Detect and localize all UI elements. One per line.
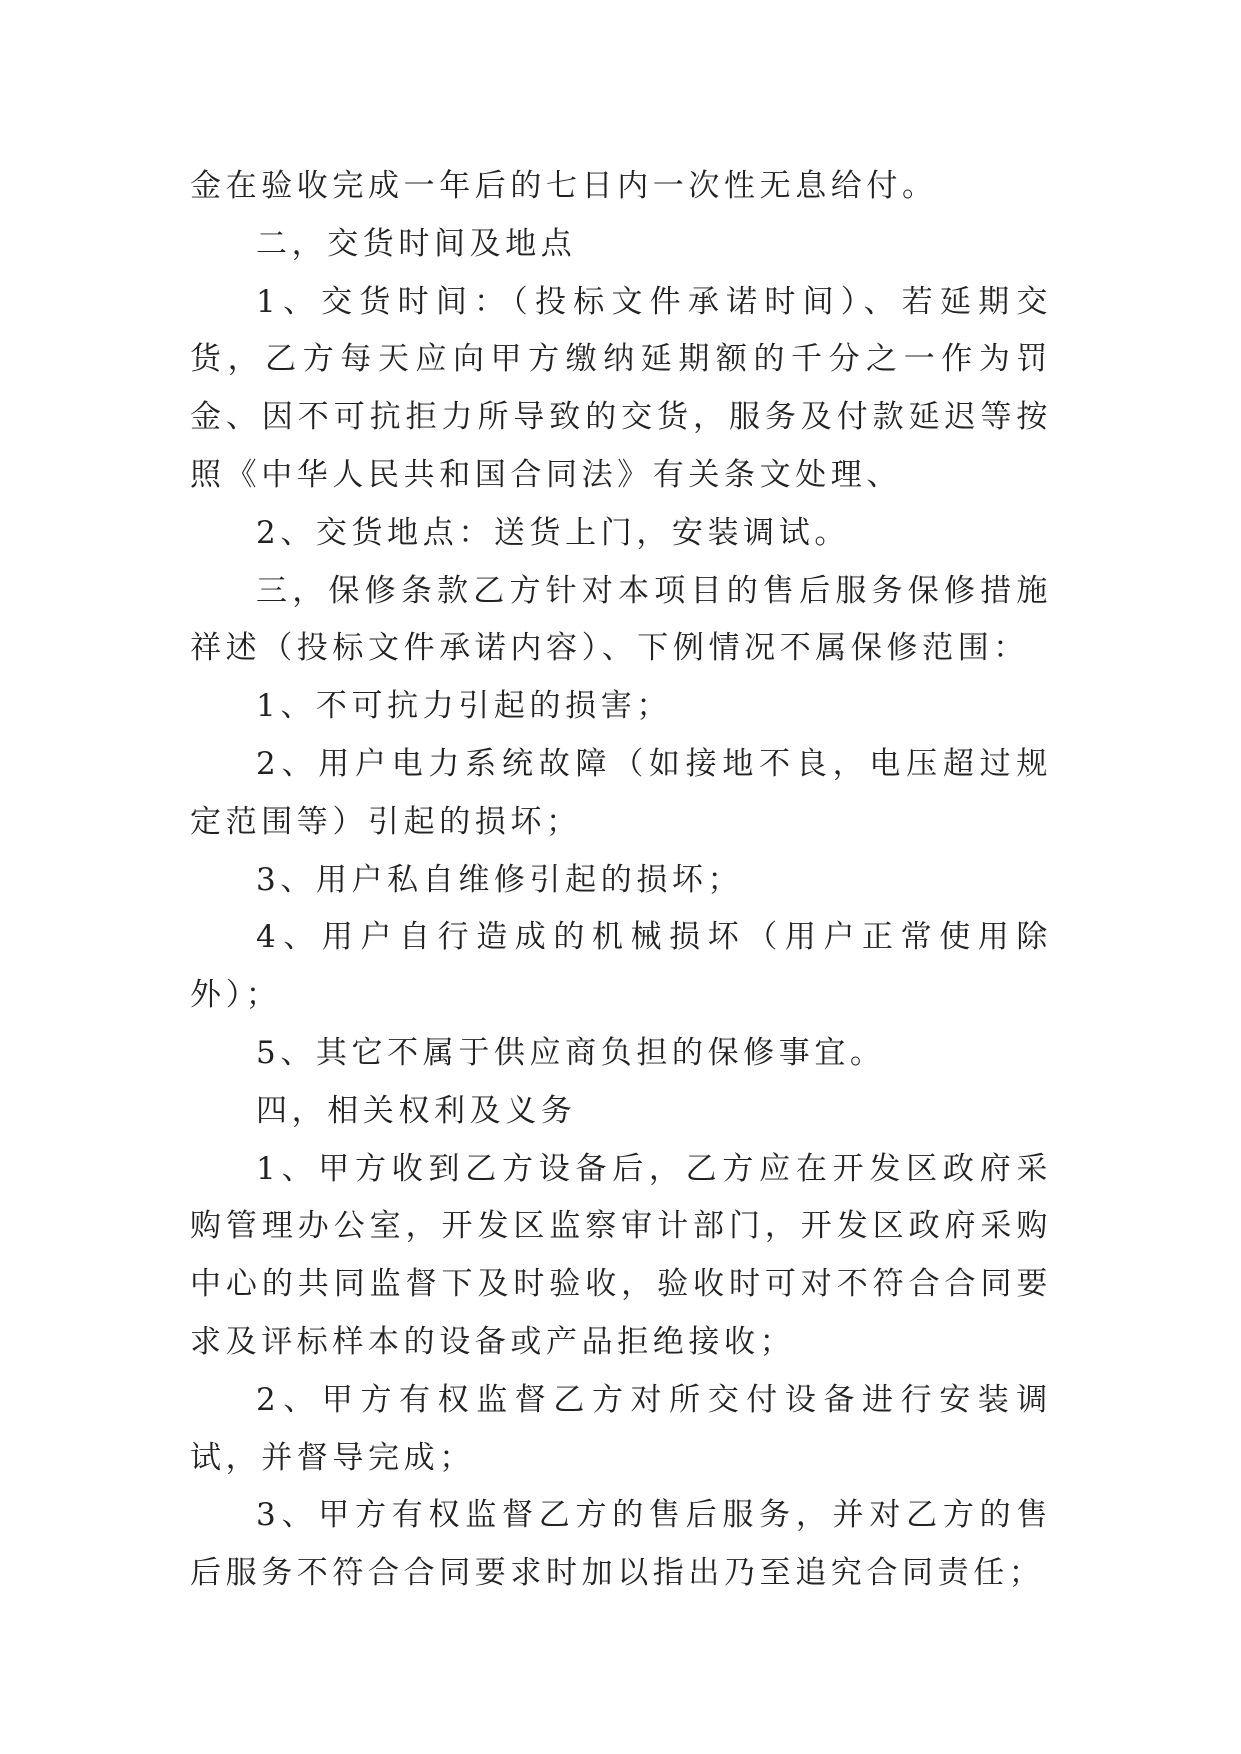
list-item-warranty-2: 2、用户电力系统故障（如接地不良，电压超过规定范围等）引起的损坏； xyxy=(190,745,1052,840)
list-item-rights-3: 3、甲方有权监督乙方的售后服务，并对乙方的售后服务不符合合同要求时加以指出乃至追究合同责任； xyxy=(190,1497,1052,1592)
heading-delivery: 二，交货时间及地点 xyxy=(256,225,577,262)
heading-rights-obligations: 四，相关权利及义务 xyxy=(256,1092,577,1129)
heading-warranty: 三，保修条款乙方针对本项目的售后服务保修措施祥述（投标文件承诺内容）、下例情况不属保修范围： xyxy=(190,572,1052,667)
document-body xyxy=(190,158,1052,1603)
list-item-rights-1: 1、甲方收到乙方设备后，乙方应在开发区政府采购管理办公室，开发区监察审计部门，开发区政府采购中心的共同监督下及时验收，验收时可对不符合合同要求及评标样本的设备或产品拒绝接收； xyxy=(190,1150,1052,1360)
paragraph-delivery-place: 2、交货地点：送货上门，安装调试。 xyxy=(256,514,850,551)
paragraph-payment-tail: 金在验收完成一年后的七日内一次性无息给付。 xyxy=(190,168,938,204)
list-item-rights-2: 2、甲方有权监督乙方对所交付设备进行安装调试，并督导完成； xyxy=(190,1381,1052,1476)
list-item-warranty-4: 4、用户自行造成的机械损坏（用户正常使用除外）； xyxy=(190,919,1052,1014)
paragraph-delivery-time: 1、交货时间：（投标文件承诺时间）、若延期交货，乙方每天应向甲方缴纳延期额的千分之一作为罚金、因不可抗拒力所导致的交货，服务及付款延迟等按照《中华人民共和国合同法》有关条文处理、 xyxy=(190,283,1052,493)
list-item-warranty-3: 3、用户私自维修引起的损坏； xyxy=(256,861,744,898)
list-item-warranty-5: 5、其它不属于供应商负担的保修事宜。 xyxy=(256,1034,886,1071)
list-item-warranty-1: 1、不可抗力引起的损害； xyxy=(256,688,672,725)
